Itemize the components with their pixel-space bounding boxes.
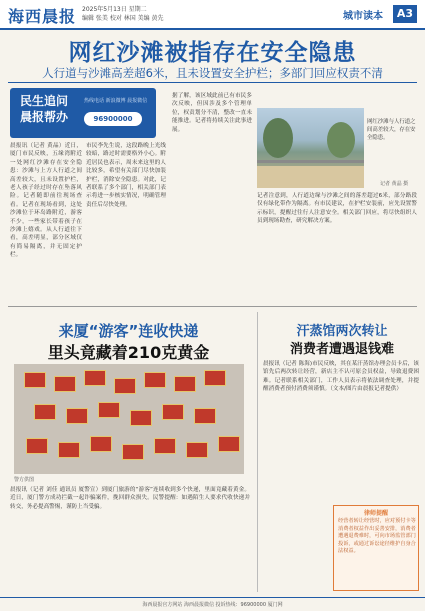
- date-line: 2025年5月13日 星期二: [82, 6, 147, 13]
- newspaper-logo: 海西晨报: [8, 7, 77, 26]
- tree-shape: [327, 122, 355, 158]
- gold-parcel: [84, 370, 106, 386]
- gold-parcel: [204, 370, 226, 386]
- gold-parcel: [114, 378, 136, 394]
- badge-title-1: 民生追问: [20, 94, 69, 108]
- badge-subtitle: 热线电话 新浪微博 晨报微信: [84, 98, 148, 104]
- refund-story-headline-1: 汗蒸馆两次转让: [296, 324, 388, 339]
- main-col-1: 晨报讯（记者 黄晶）近日，厦门市民反映，五缘湾附近一处网红沙滩存在安全隐患：沙滩与上方人行道之间高差较大，且未设置护栏，老人孩子经过时存在坠落风险。记者随即前往现场查看。记者在现场看到，这处沙滩位于环岛路附近，游客不少，一些家长带着孩子在沙滩上嬉戏。从人行道往下看，高差明显，部分区域仅有简易隔离，并无固定护栏。: [10, 143, 82, 259]
- gold-story-headline-1: 来厦“游客”连收快递: [58, 322, 199, 340]
- main-headline: 网红沙滩被指存在安全隐患: [68, 40, 357, 66]
- gold-parcel: [174, 376, 196, 392]
- gold-parcel: [162, 404, 184, 420]
- beach-photo: [257, 108, 364, 188]
- gold-parcel: [154, 438, 176, 454]
- section-tag: 城市读本: [343, 11, 383, 22]
- masthead: [0, 0, 425, 30]
- gold-parcel: [218, 436, 240, 452]
- gold-story-headline-2: 里头竟藏着210克黄金: [47, 343, 210, 362]
- gold-parcels-photo: [14, 364, 244, 474]
- column-divider: [257, 312, 258, 592]
- gold-parcel: [98, 402, 120, 418]
- tips-title: 律师提醒: [363, 510, 388, 517]
- gold-parcel: [26, 438, 48, 454]
- service-badge: [10, 88, 156, 138]
- gold-parcel: [66, 408, 88, 424]
- refund-story-body: 晨报讯（记者 陈海)市民反映，其在某汗蒸馆办理会员卡后，该馆先后两次转让经营，新店主不认可原会员权益，导致退费困难。记者联系相关部门，工作人员表示将依法调查处理，并提醒消费者预付消费须谨慎。（文本/图片由晨报记者提供）: [263, 361, 419, 393]
- gold-parcel: [194, 408, 216, 424]
- lawyer-tips-box: [333, 505, 419, 591]
- masthead-meta: [82, 5, 164, 23]
- editor-line: 编辑 张美 校对 林国 美编 黄先: [82, 15, 164, 22]
- gold-photo-credit: 警方供图: [14, 477, 35, 483]
- photo-caption: 网红沙滩与人行道之间高差较大，存在安全隐患。: [367, 119, 416, 141]
- page-number: A3: [393, 5, 417, 23]
- gold-parcel: [130, 410, 152, 426]
- main-col-4: 记者注意到，人行道边缘与沙滩之间的落差超过6米，部分路段仅有绿化带作为隔离。有市民建议，在护栏安装前，应先设置警示标识，提醒过往行人注意安全。相关部门回应，将尽快组织人员到现场勘查，研究解决方案。: [257, 193, 417, 225]
- tips-body: 经营者转让经营时，应对预付卡等消费者权益作出妥善安排，消费者遭遇退费难时，可向市场监管部门投诉，或通过诉讼途径维护自身合法权益。: [338, 518, 416, 555]
- page-footer: 海西晨报官方网站 海西晨报微信 投诉热线：96900000 厦门网: [0, 597, 425, 611]
- photo-credit: 记者 黄晶 摄: [380, 181, 409, 187]
- sand-area: [257, 166, 364, 188]
- gold-parcel: [24, 372, 46, 388]
- headline-rule: [8, 82, 417, 83]
- main-subhead: 人行道与沙滩高差超6米，且未设置安全护栏；多部门回应权责不清: [42, 66, 383, 80]
- gold-parcel: [90, 436, 112, 452]
- gold-parcel: [186, 442, 208, 458]
- gold-parcel: [34, 404, 56, 420]
- main-col-2: 市民李先生说，这段路晚上光线较暗，路过时需要格外小心。附近居民也表示，周末来这里的人比较多，希望有关部门尽快加装护栏，消除安全隐患。对此，记者联系了多个部门，相关部门表示将进一步核实情况，明确管理责任后尽快处理。: [86, 143, 166, 208]
- gold-parcel: [122, 444, 144, 460]
- gold-parcel: [54, 376, 76, 392]
- badge-title-2: 晨报帮办: [20, 110, 69, 124]
- gold-parcel: [144, 372, 166, 388]
- badge-phone: 96900000: [84, 112, 142, 126]
- walkway-edge: [257, 160, 364, 163]
- tree-shape: [263, 118, 293, 158]
- main-col-3: 据了解，该区域此前已有市民多次反映，但因涉及多个管理单位，权责划分不清，整改一直未能推进。记者将持续关注此事进展。: [172, 93, 252, 133]
- refund-story-headline-2: 消费者遭遇退钱难: [289, 342, 394, 357]
- gold-story-body: 晨报讯（记者 刘佳 通讯员 厦警宣）到厦门旅游的“游客”连续收到多个快递，里面竟藏着黄金。近日，厦门警方成功拦截一起诈骗案件，挽回群众损失。民警提醒：如遇陌生人要求代收快递并转交，务必提高警惕，谨防上当受骗。: [10, 487, 250, 510]
- section-divider: [8, 306, 417, 307]
- gold-parcel: [58, 442, 80, 458]
